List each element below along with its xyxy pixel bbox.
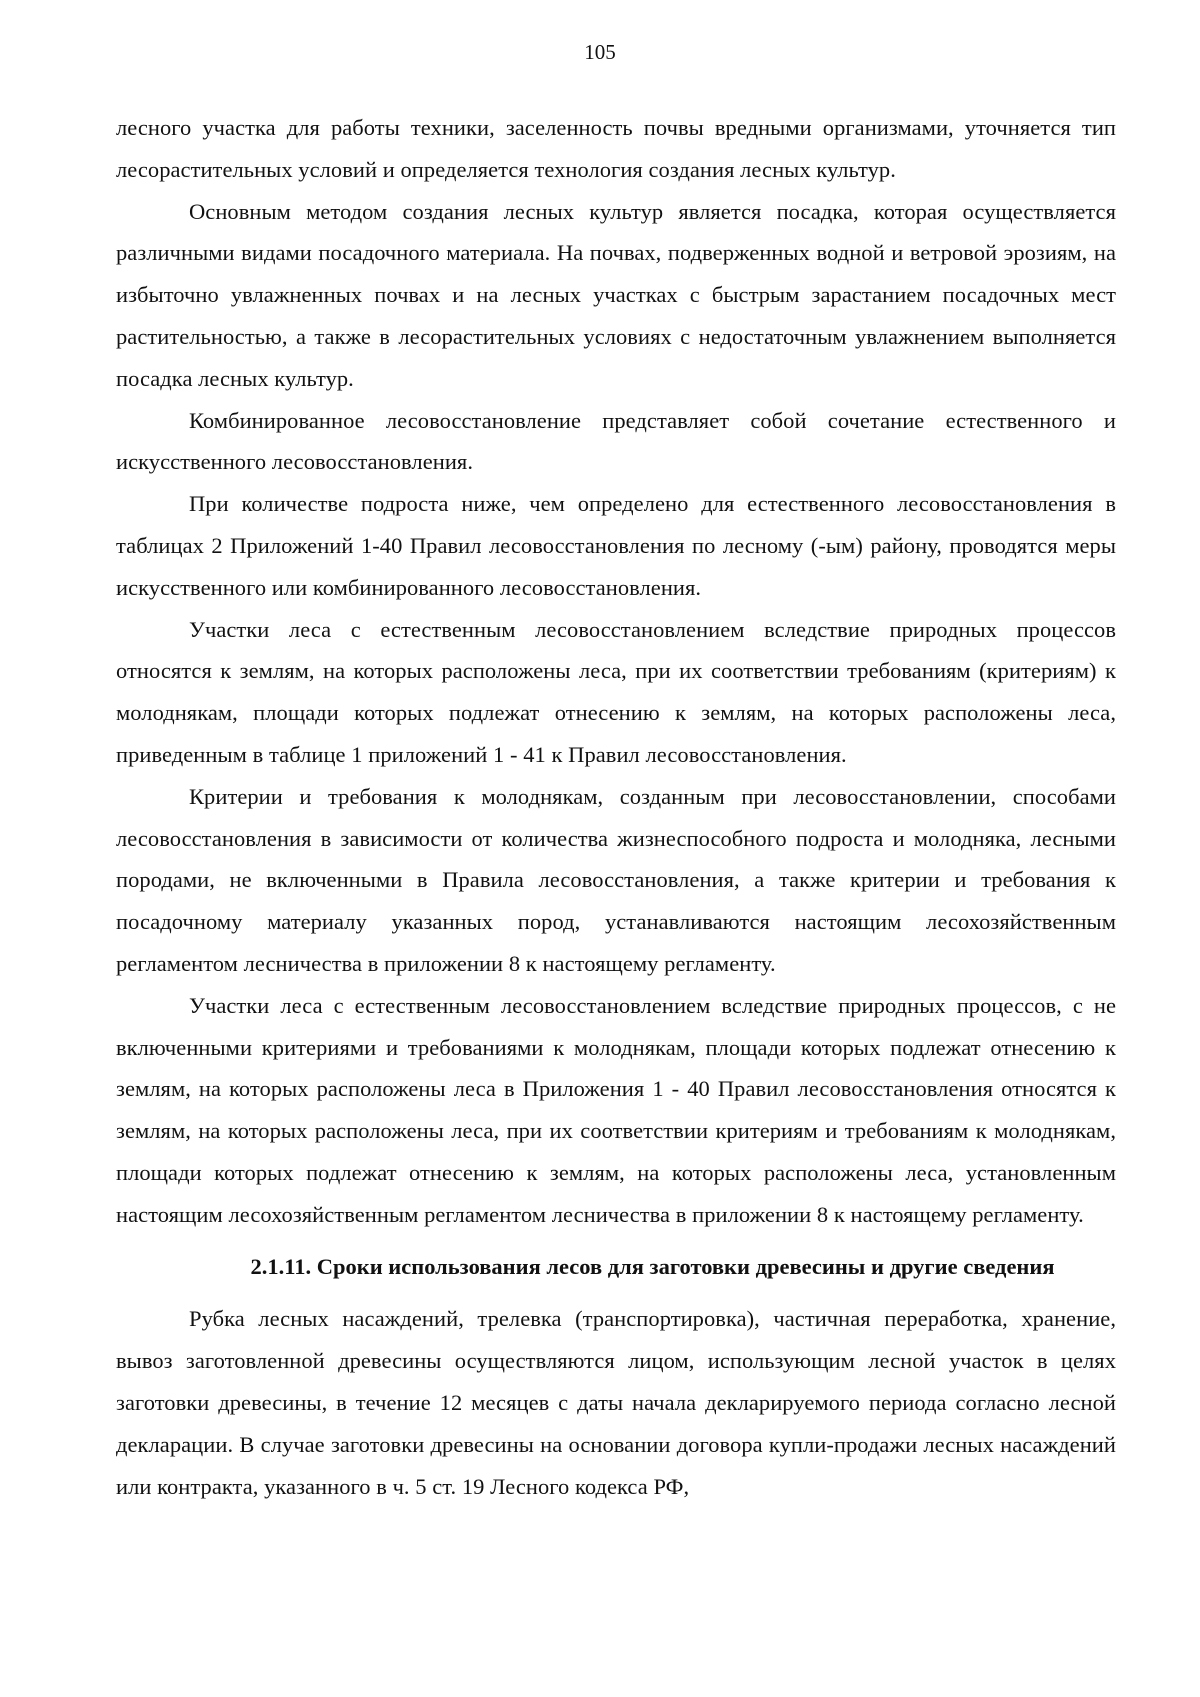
page-number: 105 bbox=[584, 40, 616, 64]
paragraph-natural-reforestation-areas: Участки леса с естественным лесовосстановлением вследствие природных процессов относятся к землям, на которых расположены леса, при их соответствии требованиям (критериям) к молоднякам, площади которых подлежат отнесению к землям, на которых расположены леса, приведенным в таблице 1 приложений 1 - 41 к Правил лесовосстановления. bbox=[116, 616, 1116, 767]
paragraph-excluded-criteria: Участки леса с естественным лесовосстановлением вследствие природных процессов, с не включенными критериями и требованиями к молоднякам, площади которых подлежат отнесению к землям, на которых расположены леса в Приложения 1 - 40 Правил лесовосстановления относятся к землям, на которых расположены леса, при их соответствии критериям и требованиям к молоднякам, площади которых подлежат отнесению к землям, на которых расположены леса, установленным настоящим лесохозяйственным регламентом лесничества в приложении 8 к настоящему регламенту. bbox=[116, 992, 1116, 1227]
paragraph-criteria-requirements: Критерии и требования к молоднякам, созданным при лесовосстановлении, способами лесовосстановления в зависимости от количества жизнеспособного подроста и молодняка, лесными породами, не включенными в Правила лесовосстановления, а также критерии и требования к посадочному материалу указанных пород, устанавливаются настоящим лесохозяйственным регламентом лесничества в приложении 8 к настоящему регламенту. bbox=[116, 783, 1116, 976]
paragraph-continuation: лесного участка для работы техники, заселенность почвы вредными организмами, уточняется тип лесорастительных условий и определяется технология создания лесных культур. bbox=[116, 115, 1116, 182]
paragraph-planting-method: Основным методом создания лесных культур является посадка, которая осуществляется различными видами посадочного материала. На почвах, подверженных водной и ветровой эрозиям, на избыточно увлажненных почвах и на лесных участках с быстрым зарастанием посадочных мест растительностью, а также в лесорастительных условиях с недостаточным увлажнением выполняется посадка лесных культур. bbox=[116, 198, 1116, 391]
paragraph-undergrowth-quantity: При количестве подроста ниже, чем определено для естественного лесовосстановления в таблицах 2 Приложений 1-40 Правил лесовосстановления по лесному (-ым) району, проводятся меры искусственного или комбинированного лесовосстановления. bbox=[116, 491, 1116, 600]
paragraph-logging-terms: Рубка лесных насаждений, трелевка (транспортировка), частичная переработка, хранение, вывоз заготовленной древесины осуществляются лицом, использующим лесной участок в целях заготовки древесины, в течение 12 месяцев с даты начала декларируемого периода согласно лесной декларации. В случае заготовки древесины на основании договора купли-продажи лесных насаждений или контракта, указанного в ч. 5 ст. 19 Лесного кодекса РФ, bbox=[116, 1306, 1116, 1499]
section-heading: 2.1.11. Сроки использования лесов для заготовки древесины и другие сведения bbox=[250, 1253, 1055, 1279]
paragraph-combined-reforestation: Комбинированное лесовосстановление представляет собой сочетание естественного и искусственного лесовосстановления. bbox=[116, 407, 1116, 475]
document-body bbox=[116, 107, 1116, 1507]
